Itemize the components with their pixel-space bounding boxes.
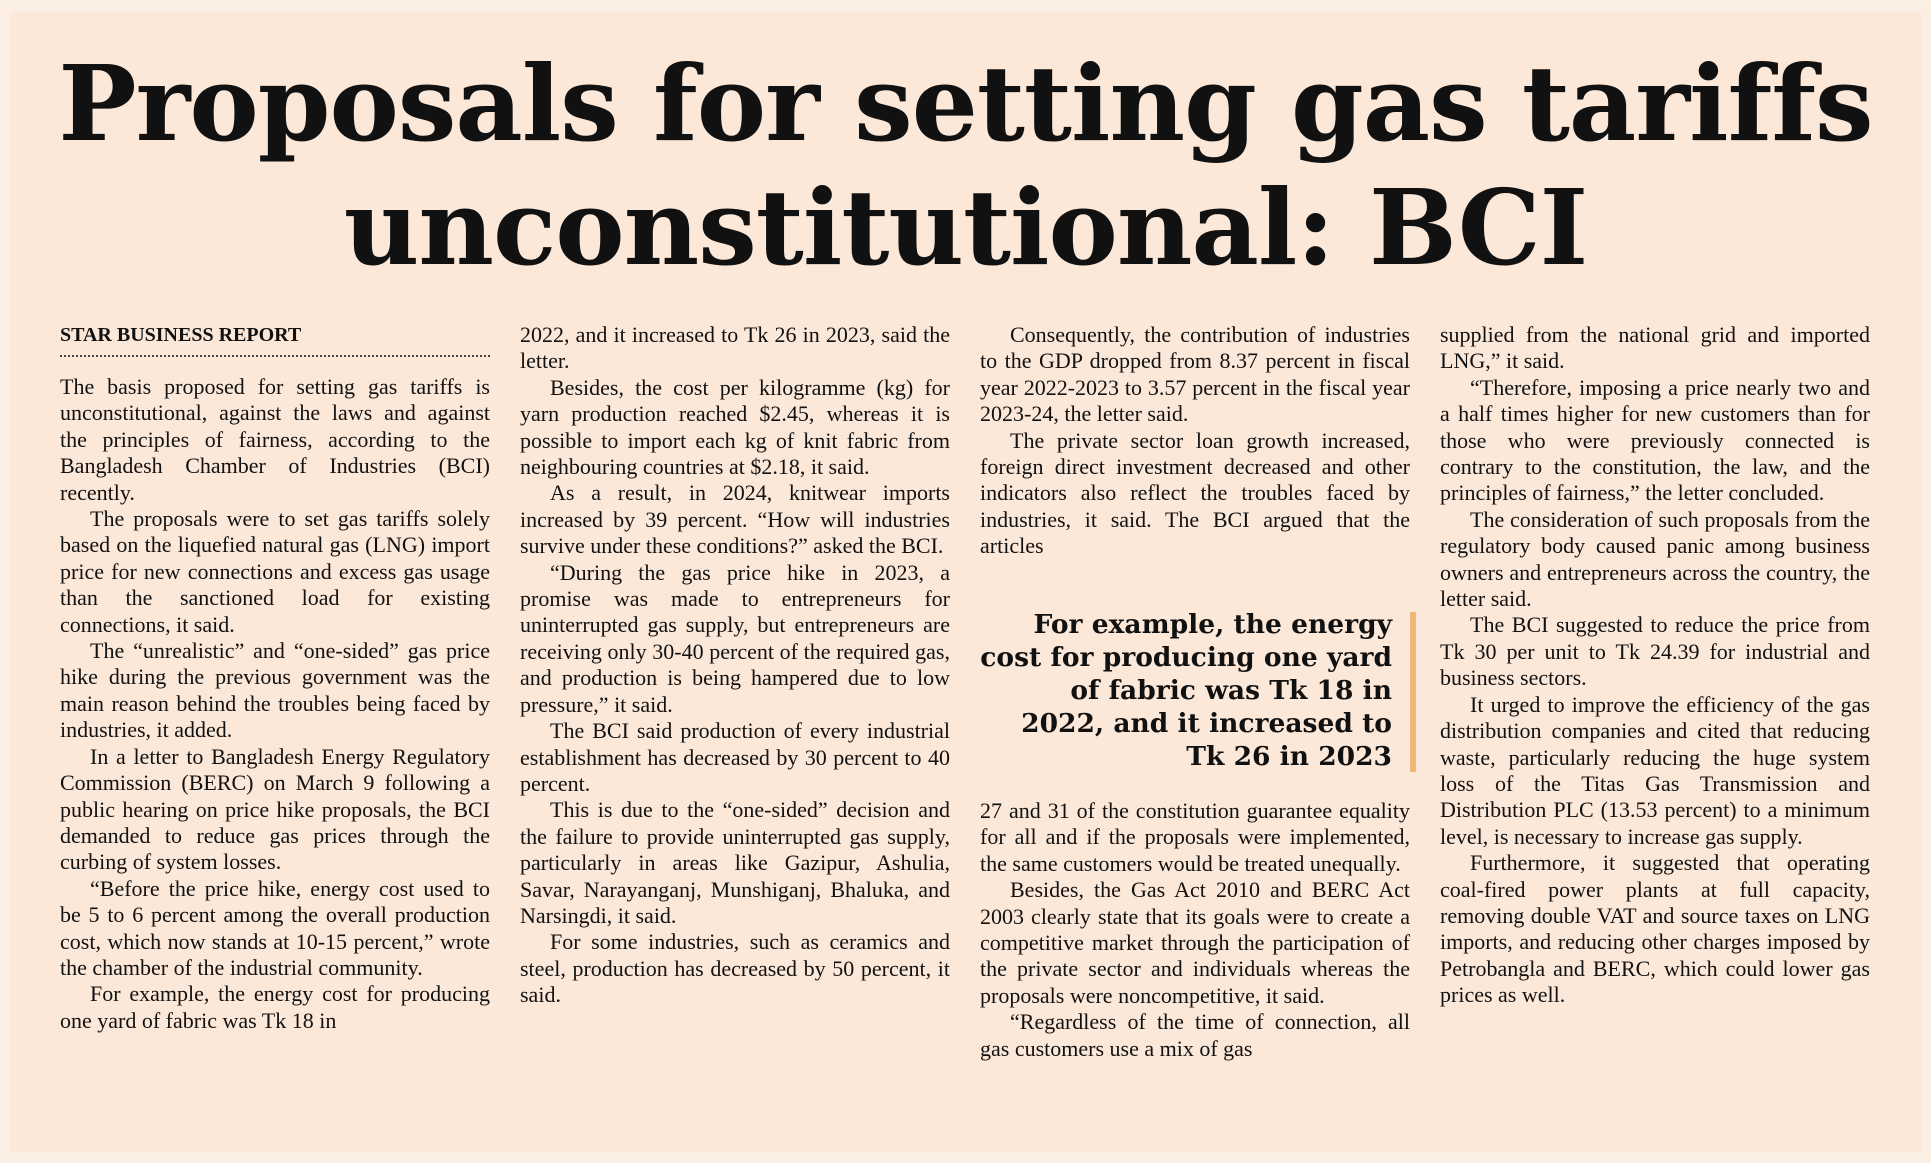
paragraph: The basis proposed for setting gas tariffs is unconstitutional, against the laws and against the principles of fairness, according to the Bangladesh Chamber of Industries (BCI) recently. (60, 374, 490, 505)
paragraph: supplied from the national grid and imported LNG,” it said. (1440, 322, 1870, 374)
paragraph: In a letter to Bangladesh Energy Regulatory Commission (BERC) on March 9 following a public hearing on price hike proposals, the BCI demanded to reduce gas prices through the curbing of system losses. (60, 743, 490, 875)
column-1 (60, 374, 490, 1034)
paragraph: The “unrealistic” and “one-sided” gas price hike during the previous government was the main reason behind the troubles being faced by industries, it added. (60, 638, 490, 743)
paragraph: The consideration of such proposals from the regulatory body caused panic among business owners and entrepreneurs across the country, the letter said. (1440, 506, 1870, 612)
paragraph: 2022, and it increased to Tk 26 in 2023, said the letter. (520, 322, 950, 374)
paragraph: The BCI suggested to reduce the price from Tk 30 per unit to Tk 24.39 for industrial and business sectors. (1440, 612, 1870, 691)
byline: STAR BUSINESS REPORT (60, 324, 490, 357)
newspaper-clipping (10, 12, 1921, 1152)
paragraph: The BCI said production of every industrial establishment has decreased by 30 percent to 40 percent. (520, 718, 950, 796)
pull-quote: For example, the energy cost for producing one yard of fabric was Tk 18 in 2022, and it increased to Tk 26 in 2023 (980, 609, 1392, 772)
paragraph: For example, the energy cost for producing one yard of fabric was Tk 18 in (60, 981, 490, 1033)
pull-quote-accent-bar (1410, 612, 1416, 772)
column-4 (1440, 322, 1870, 1009)
paragraph: The proposals were to set gas tariffs solely based on the liquefied natural gas (LNG) import price for new connections and excess gas usage than the sanctioned load for existing connections, it said. (60, 506, 490, 637)
paragraph: The private sector loan growth increased, foreign direct investment decreased and other indicators also reflect the troubles faced by industries, it said. The BCI argued that the articles (980, 427, 1410, 559)
paragraph: 27 and 31 of the constitution guarantee equality for all and if the proposals were implemented, the same customers would be treated unequally. (980, 798, 1410, 876)
paragraph: Consequently, the contribution of industries to the GDP dropped from 8.37 percent in fiscal year 2022-2023 to 3.57 percent in the fiscal year 2023-24, the letter said. (980, 322, 1410, 427)
paragraph: This is due to the “one-sided” decision and the failure to provide uninterrupted gas supply, particularly in areas like Gazipur, Ashulia, Savar, Narayanganj, Munshiganj, Bhaluka, and Narsingdi, it said. (520, 797, 950, 928)
paragraph: “Before the price hike, energy cost used to be 5 to 6 percent among the overall production cost, which now stands at 10-15 percent,” wrote the chamber of the industrial community. (60, 875, 490, 980)
column-3-bottom (980, 798, 1410, 1062)
paragraph: It urged to improve the efficiency of the gas distribution companies and cited that reducing waste, particularly reducing the huge system loss of the Titas Gas Transmission and Distribution PLC (13.53 percent) to a minimum level, is necessary to increase gas supply. (1440, 691, 1870, 849)
paragraph: Besides, the Gas Act 2010 and BERC Act 2003 clearly state that its goals were to create a competitive market through the participation of the private sector and individuals whereas the proposals were noncompetitive, it said. (980, 877, 1410, 1008)
column-3-top (980, 322, 1410, 560)
column-2 (520, 322, 950, 1009)
paragraph: Furthermore, it suggested that operating coal-fired power plants at full capacity, removing double VAT and source taxes on LNG imports, and reducing other charges imposed by Petrobangla and BERC, which could lower gas prices as well. (1440, 850, 1870, 1008)
paragraph: For some industries, such as ceramics and steel, production has decreased by 50 percent, it said. (520, 929, 950, 1008)
paragraph: Besides, the cost per kilogramme (kg) for yarn production reached $2.45, whereas it is possible to import each kg of knit fabric from neighbouring countries at $2.18, it said. (520, 374, 950, 480)
paragraph: “During the gas price hike in 2023, a promise was made to entrepreneurs for uninterrupted gas supply, but entrepreneurs are receiving only 30-40 percent of the required gas, and production is being hampered due to low pressure,” it said. (520, 559, 950, 717)
paragraph: “Therefore, imposing a price nearly two and a half times higher for new customers than for those who were previously connected is contrary to the constitution, the law, and the principles of fairness,” the letter concluded. (1440, 374, 1870, 506)
paragraph: As a result, in 2024, knitwear imports increased by 39 percent. “How will industries survive under these conditions?” asked the BCI. (520, 480, 950, 559)
headline: Proposals for setting gas tariffs unconstitutional: BCI (58, 42, 1873, 289)
paragraph: “Regardless of the time of connection, all gas customers use a mix of gas (980, 1009, 1410, 1061)
